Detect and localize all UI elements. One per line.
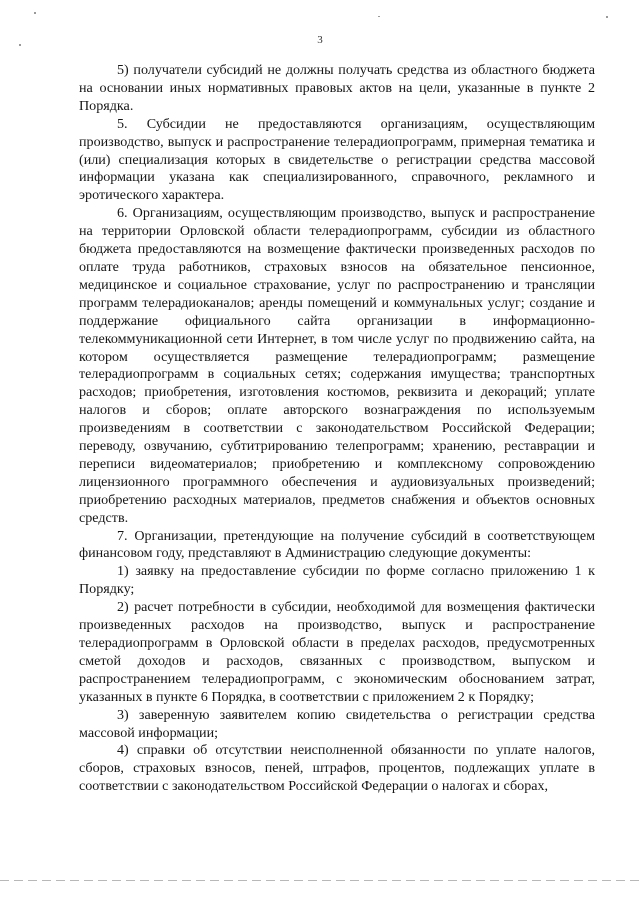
scan-dot [606,16,608,18]
paragraph-5-exclusions: 5. Субсидии не предоставляются организациям, осуществляющим производство, выпуск и распространение телерадиопрограмм, примерная тематика и (или) специализация которых в свидетельстве о регистрации средства массовой информации указана как специализированного, справочного, рекламного и эротического характера. [79,115,595,204]
list-item-3-certificate-copy: 3) заверенную заявителем копию свидетельства о регистрации средства массовой информации; [79,706,595,741]
paragraph-5-recipients-restriction: 5) получатели субсидий не должны получать средства из областного бюджета на основании иных нормативных правовых актов на цели, указанные в пункте 2 Порядка. [79,62,595,114]
list-item-4-tax-certificates: 4) справки об отсутствии неисполненной обязанности по уплате налогов, сборов, страховых взносов, пеней, штрафов, процентов, подлежащих уплате в соответствии с законодательством Российской Федерации о налогах и сборах, [79,742,595,795]
list-item-2-calculation: 2) расчет потребности в субсидии, необходимой для возмещения фактически произведенных расходов на производство, выпуск и распространение телерадиопрограмм в Орловской области в пределах расходов, предусмотренных сметой доходов и расходов, связанных с производством, выпуском и распространением телерадиопрограмм, с экономическим обоснованием затрат, указанных в пункте 6 Порядка, в соответствии с приложением 2 к Порядку; [79,599,595,705]
scan-dot [378,16,380,17]
page-number: 3 [317,34,323,46]
paragraph-7-required-documents: 7. Организации, претендующие на получение субсидий в соответствующем финансовом году, представляют в Администрацию следующие документы: [79,527,595,562]
list-item-1-application: 1) заявку на предоставление субсидии по форме согласно приложению 1 к Порядку; [79,563,595,598]
scan-dot [34,12,36,14]
scan-bottom-edge [0,880,640,881]
paragraph-6-eligible-expenses: 6. Организациям, осуществляющим производство, выпуск и распространение на территории Орловской области телерадиопрограмм, субсидии из областного бюджета предоставляются на возмещение фактически произведенных расходов по оплате труда работников, страховых взносов на обязательное пенсионное, медицинское и социальное страхование, услуг по распространению и трансляции программ телерадиоканалов; аренды помещений и коммунальных услуг; создание и поддержание официального сайта организации в информационно-телекоммуникационной сети Интернет, в том числе услуг по продвижению сайта, на котором осуществляется размещение телерадиопрограмм; размещение телерадиопрограмм в социальных сетях; содержания имущества; транспортных расходов; приобретения, изготовления костюмов, реквизита и декораций; уплате налогов и сборов; оплате авторского вознаграждения по используемым произведениям в соответствии с законодательством Российской Федерации; переводу, озвучанию, субтитрированию телепрограмм; хранению, реставрации и перепиcи видеоматериалов; приобретению и комплексному сопровождению лицензионного программного обеспечения и аудиовизуальных произведений; приобретению расходных материалов, предметов снабжения и объектов основных средств. [79,205,595,526]
body-text [79,62,595,796]
